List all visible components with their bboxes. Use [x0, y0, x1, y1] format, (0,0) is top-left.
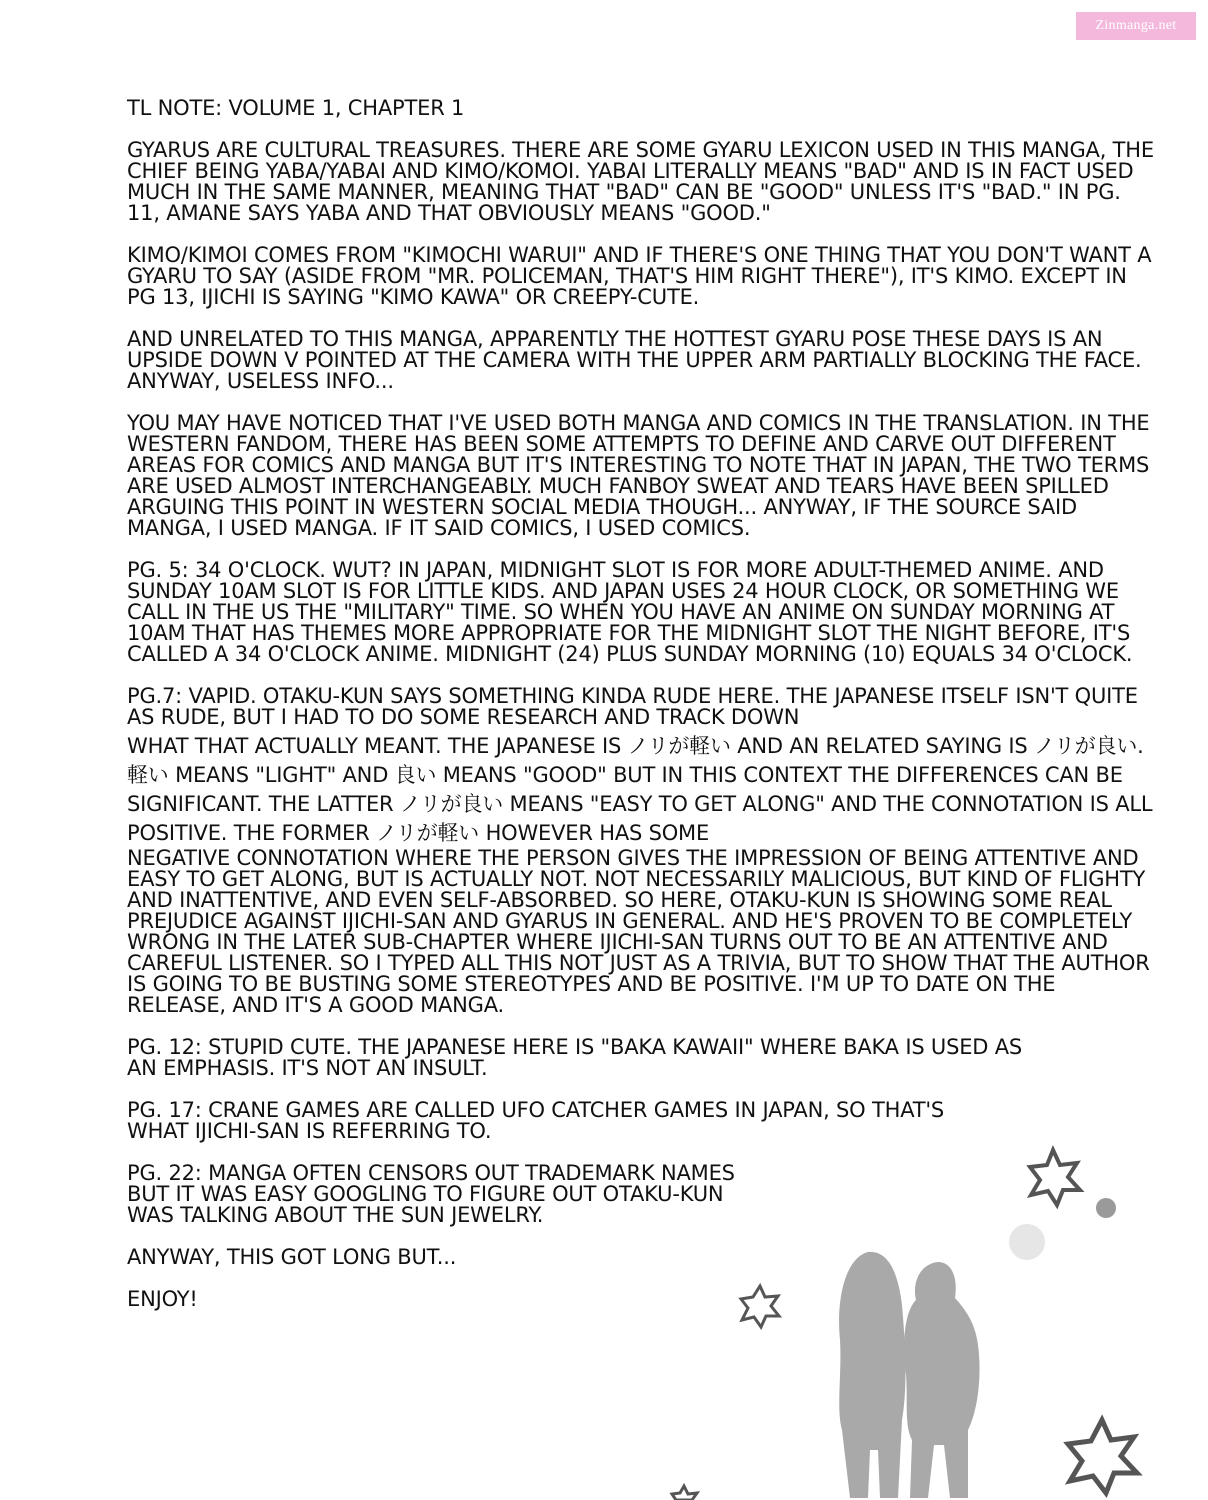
paragraph-anyway: ANYWAY, THIS GOT LONG BUT... [127, 1245, 457, 1269]
paragraph-kimo: KIMO/KIMOI COMES FROM "KIMOCHI WARUI" AND IF THERE'S ONE THING THAT YOU DON'T WANT A GYARU TO SAY (ASIDE FROM "MR. POLICEMAN, THAT'S HIM RIGHT THERE"), IT'S KIMO. EXCEPT IN PG 13, IJICHI IS SAYING "KIMO KAWA" OR CREEPY-CUTE. [127, 243, 1152, 309]
paragraph-pg17: PG. 17: CRANE GAMES ARE CALLED UFO CATCHER GAMES IN JAPAN, SO THAT'S WHAT IJICHI-SAN IS REFERRING TO. [127, 1098, 945, 1143]
paragraph-pg7-connotation: NEGATIVE CONNOTATION WHERE THE PERSON GIVES THE IMPRESSION OF BEING ATTENTIVE AND EASY TO GET ALONG, BUT IS ACTUALLY NOT. NOT NECESSARILY MALICIOUS, BUT KIND OF FLIGHTY AND INATTENTIVE, AND EVEN SELF-ABSORBED. SO HERE, OTAKU-KUN IS SHOWING SOME REAL PREJUDICE AGAINST IJICHI-SAN AND GYARUS IN GENERAL. AND HE'S PROVEN TO BE COMPLETELY WRONG IN THE LATER SUB-CHAPTER WHERE IJICHI-SAN TURNS OUT TO BE AN ATTENTIVE AND CAREFUL LISTENER. SO I TYPED ALL THIS NOT JUST AS A TRIVIA, BUT TO SHOW THAT THE AUTHOR IS GOING TO BE BUSTING SOME STEREOTYPES AND BE POSITIVE. I'M UP TO DATE ON THE RELEASE, AND IT'S A GOOD MANGA. [127, 846, 1150, 1017]
paragraph-pg22: PG. 22: MANGA OFTEN CENSORS OUT TRADEMARK NAMES BUT IT WAS EASY GOOGLING TO FIGURE OUT OTAKU-KUN WAS TALKING ABOUT THE SUN JEWELRY. [127, 1161, 735, 1227]
star-outline-icon [1068, 1420, 1137, 1493]
paragraph-pg7-intro: PG.7: VAPID. OTAKU-KUN SAYS SOMETHING KINDA RUDE HERE. THE JAPANESE ITSELF ISN'T QUITE AS RUDE, BUT I HAD TO DO SOME RESEARCH AND TRACK DOWN [127, 684, 1138, 729]
translator-note [127, 98, 1157, 1331]
note-title: TL NOTE: VOLUME 1, CHAPTER 1 [127, 96, 465, 120]
paragraph-gyarus: GYARUS ARE CULTURAL TREASURES. THERE ARE SOME GYARU LEXICON USED IN THIS MANGA, THE CHIEF BEING YABA/YABAI AND KIMO/KOMOI. YABAI LITERALLY MEANS "BAD" AND IS IN FACT USED MUCH IN THE SAME MANNER, MEANING THAT "BAD" CAN BE "GOOD" UNLESS IT'S "BAD." IN PG. 11, AMANE SAYS YABA AND THAT OBVIOUSLY MEANS "GOOD." [127, 138, 1154, 225]
paragraph-enjoy: ENJOY! [127, 1287, 198, 1311]
paragraph-pg7-japanese: WHAT THAT ACTUALLY MEANT. THE JAPANESE IS ノリが軽い AND AN RELATED SAYING IS ノリが良い. 軽い MEANS "LIGHT" AND 良い MEANS "GOOD" BUT IN THIS CONTEXT THE DIFFERENCES CAN BE SIGNIFICANT. THE LATTER ノリが良い MEANS "EASY TO GET ALONG" AND THE CONNOTATION IS ALL POSITIVE. THE FORMER ノリが軽い HOWEVER HAS SOME [127, 734, 1153, 845]
watermark-text: Zinmanga.net [1095, 18, 1177, 33]
paragraph-pg12: PG. 12: STUPID CUTE. THE JAPANESE HERE IS "BAKA KAWAII" WHERE BAKA IS USED AS AN EMPHASIS. IT'S NOT AN INSULT. [127, 1035, 1023, 1080]
paragraph-pg5: PG. 5: 34 O'CLOCK. WUT? IN JAPAN, MIDNIGHT SLOT IS FOR MORE ADULT-THEMED ANIME. AND SUNDAY 10AM SLOT IS FOR LITTLE KIDS. AND JAPAN USES 24 HOUR CLOCK, OR SOMETHING WE CALL IN THE US THE "MILITARY" TIME. SO WHEN YOU HAVE AN ANIME ON SUNDAY MORNING AT 10AM THAT HAS THEMES MORE APPROPRIATE FOR THE MIDNIGHT SLOT THE NIGHT BEFORE, IT'S CALLED A 34 O'CLOCK ANIME. MIDNIGHT (24) PLUS SUNDAY MORNING (10) EQUALS 34 O'CLOCK. [127, 558, 1133, 666]
paragraph-manga-comics: YOU MAY HAVE NOTICED THAT I'VE USED BOTH MANGA AND COMICS IN THE TRANSLATION. IN THE WESTERN FANDOM, THERE HAS BEEN SOME ATTEMPTS TO DEFINE AND CARVE OUT DIFFERENT AREAS FOR COMICS AND MANGA BUT IT'S INTERESTING TO NOTE THAT IN JAPAN, THE TWO TERMS ARE USED ALMOST INTERCHANGEABLY. MUCH FANBOY SWEAT AND TEARS HAVE BEEN SPILLED ARGUING THIS POINT IN WESTERN SOCIAL MEDIA THOUGH... ANYWAY, IF THE SOURCE SAID MANGA, I USED MANGA. IF IT SAID COMICS, I USED COMICS. [127, 411, 1150, 540]
paragraph-pose: AND UNRELATED TO THIS MANGA, APPARENTLY THE HOTTEST GYARU POSE THESE DAYS IS AN UPSIDE DOWN V POINTED AT THE CAMERA WITH THE UPPER ARM PARTIALLY BLOCKING THE FACE. ANYWAY, USELESS INFO... [127, 327, 1142, 393]
star-outline-icon [672, 1486, 697, 1500]
